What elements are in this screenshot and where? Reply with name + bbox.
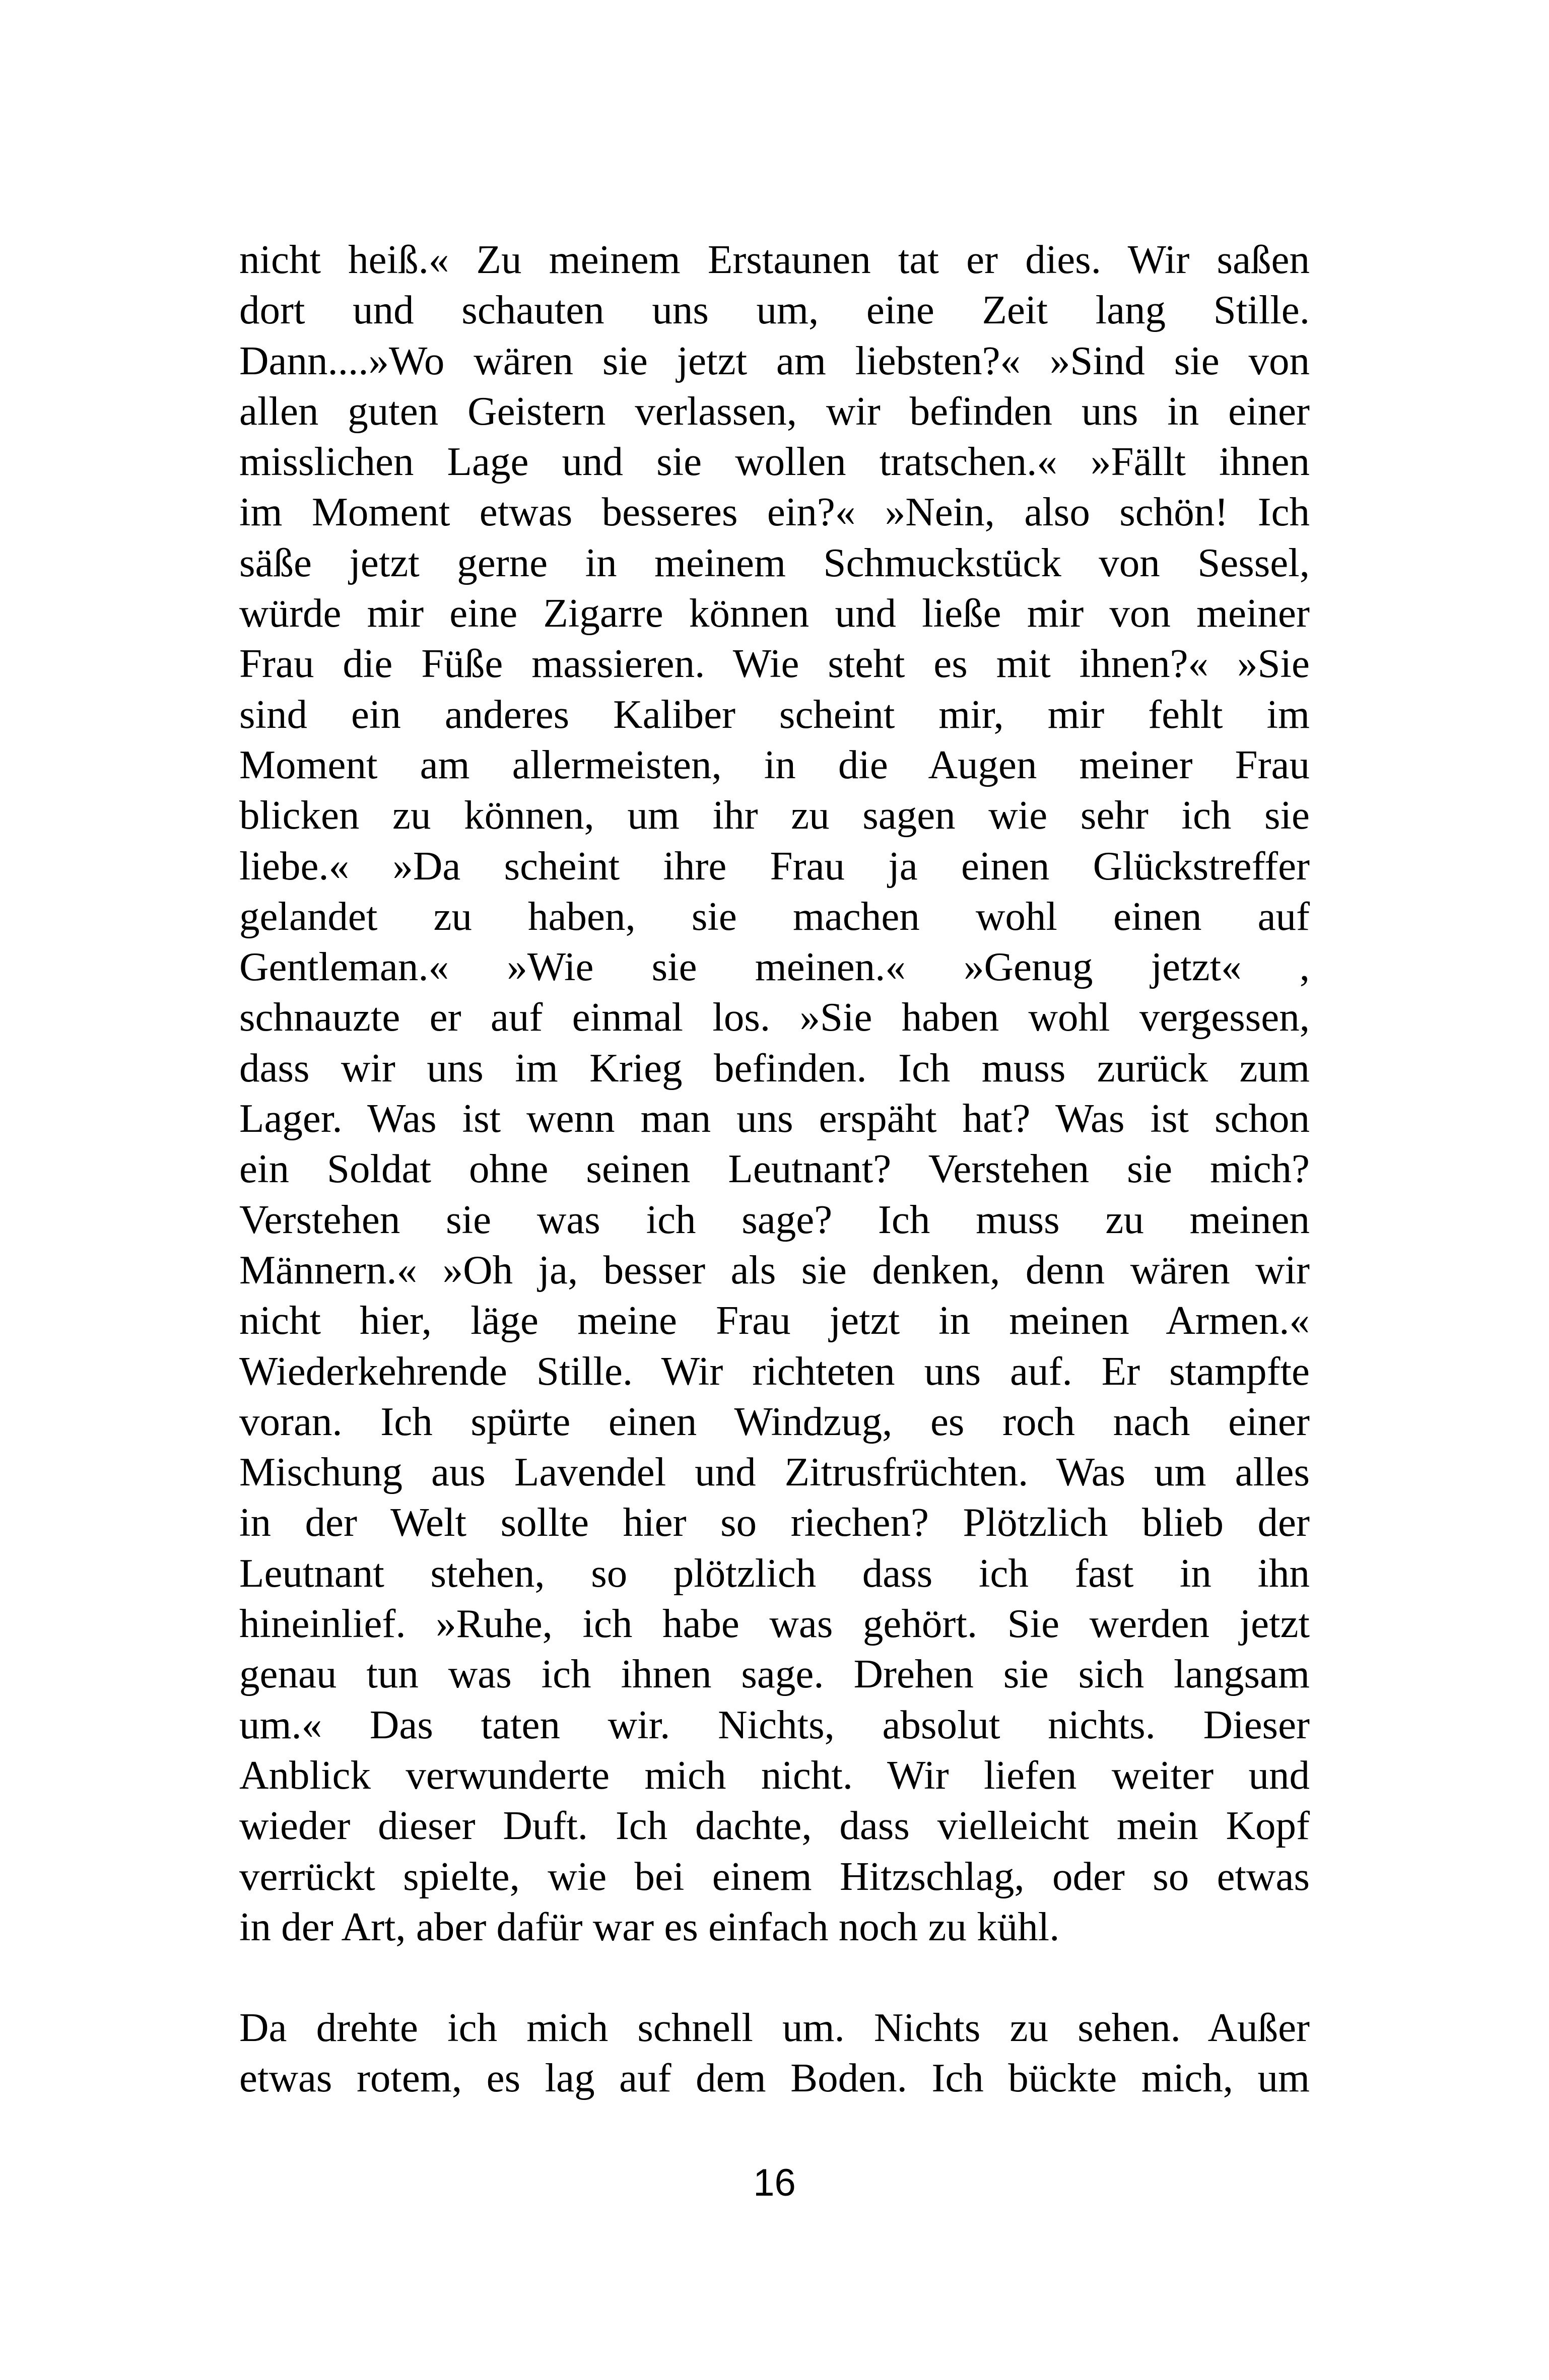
text-line: Wiederkehrende Stille. Wir richteten uns auf. Er stampfte xyxy=(239,1348,1310,1394)
text-line: nicht heiß.« Zu meinem Erstaunen tat er dies. Wir saßen xyxy=(239,237,1310,282)
text-line: allen guten Geistern verlassen, wir befinden uns in einer xyxy=(239,388,1310,434)
text-line: um.« Das taten wir. Nichts, absolut nichts. Dieser xyxy=(239,1702,1310,1747)
text-line: Männern.« »Oh ja, besser als sie denken, denn wären wir xyxy=(239,1247,1310,1293)
page-number: 16 xyxy=(753,2161,796,2204)
text-line: Lager. Was ist wenn man uns erspäht hat? Was ist schon xyxy=(239,1096,1310,1141)
text-line: etwas rotem, es lag auf dem Boden. Ich bückte mich, um xyxy=(239,2055,1310,2101)
paragraph-spacer xyxy=(239,1952,1310,2002)
paragraph-2 xyxy=(239,2002,1310,2103)
text-line: Anblick verwunderte mich nicht. Wir liefen weiter und xyxy=(239,1752,1310,1798)
text-line: Da drehte ich mich schnell um. Nichts zu sehen. Außer xyxy=(239,2005,1310,2051)
text-line: Frau die Füße massieren. Wie steht es mit ihnen?« »Sie xyxy=(239,641,1310,687)
text-line: dass wir uns im Krieg befinden. Ich muss zurück zum xyxy=(239,1045,1310,1091)
text-line: in der Welt sollte hier so riechen? Plötzlich blieb der xyxy=(239,1500,1310,1545)
text-line: blicken zu können, um ihr zu sagen wie sehr ich sie xyxy=(239,792,1310,838)
text-line: voran. Ich spürte einen Windzug, es roch nach einer xyxy=(239,1398,1310,1444)
text-line: Mischung aus Lavendel und Zitrusfrüchten. Was um alles xyxy=(239,1449,1310,1495)
text-line: säße jetzt gerne in meinem Schmuckstück von Sessel, xyxy=(239,539,1310,585)
text-line: nicht hier, läge meine Frau jetzt in meinen Armen.« xyxy=(239,1298,1310,1343)
text-line: genau tun was ich ihnen sage. Drehen sie sich langsam xyxy=(239,1651,1310,1697)
text-line: Gentleman.« »Wie sie meinen.« »Genug jetzt« , xyxy=(239,944,1310,990)
text-line: sind ein anderes Kaliber scheint mir, mir fehlt im xyxy=(239,691,1310,737)
text-line: Dann....»Wo wären sie jetzt am liebsten?« »Sind sie von xyxy=(239,337,1310,383)
text-line: Verstehen sie was ich sage? Ich muss zu meinen xyxy=(239,1196,1310,1242)
text-line: Leutnant stehen, so plötzlich dass ich fast in ihn xyxy=(239,1550,1310,1596)
text-line: verrückt spielte, wie bei einem Hitzschlag, oder so etwas xyxy=(239,1853,1310,1899)
text-line: im Moment etwas besseres ein?« »Nein, also schön! Ich xyxy=(239,489,1310,535)
text-line: gelandet zu haben, sie machen wohl einen auf xyxy=(239,893,1310,939)
body-text xyxy=(239,234,1310,2103)
text-line: misslichen Lage und sie wollen tratschen.« »Fällt ihnen xyxy=(239,439,1310,485)
text-line: hineinlief. »Ruhe, ich habe was gehört. Sie werden jetzt xyxy=(239,1601,1310,1647)
text-line: dort und schauten uns um, eine Zeit lang Stille. xyxy=(239,287,1310,333)
text-line: Moment am allermeisten, in die Augen meiner Frau xyxy=(239,741,1310,787)
paragraph-1 xyxy=(239,234,1310,1952)
text-line: schnauzte er auf einmal los. »Sie haben wohl vergessen, xyxy=(239,994,1310,1040)
text-line: ein Soldat ohne seinen Leutnant? Verstehen sie mich? xyxy=(239,1146,1310,1192)
text-line: würde mir eine Zigarre können und ließe mir von meiner xyxy=(239,590,1310,636)
text-line: wieder dieser Duft. Ich dachte, dass vielleicht mein Kopf xyxy=(239,1803,1310,1849)
text-line: liebe.« »Da scheint ihre Frau ja einen Glückstreffer xyxy=(239,843,1310,889)
text-line: in der Art, aber dafür war es einfach noch zu kühl. xyxy=(239,1903,1060,1949)
